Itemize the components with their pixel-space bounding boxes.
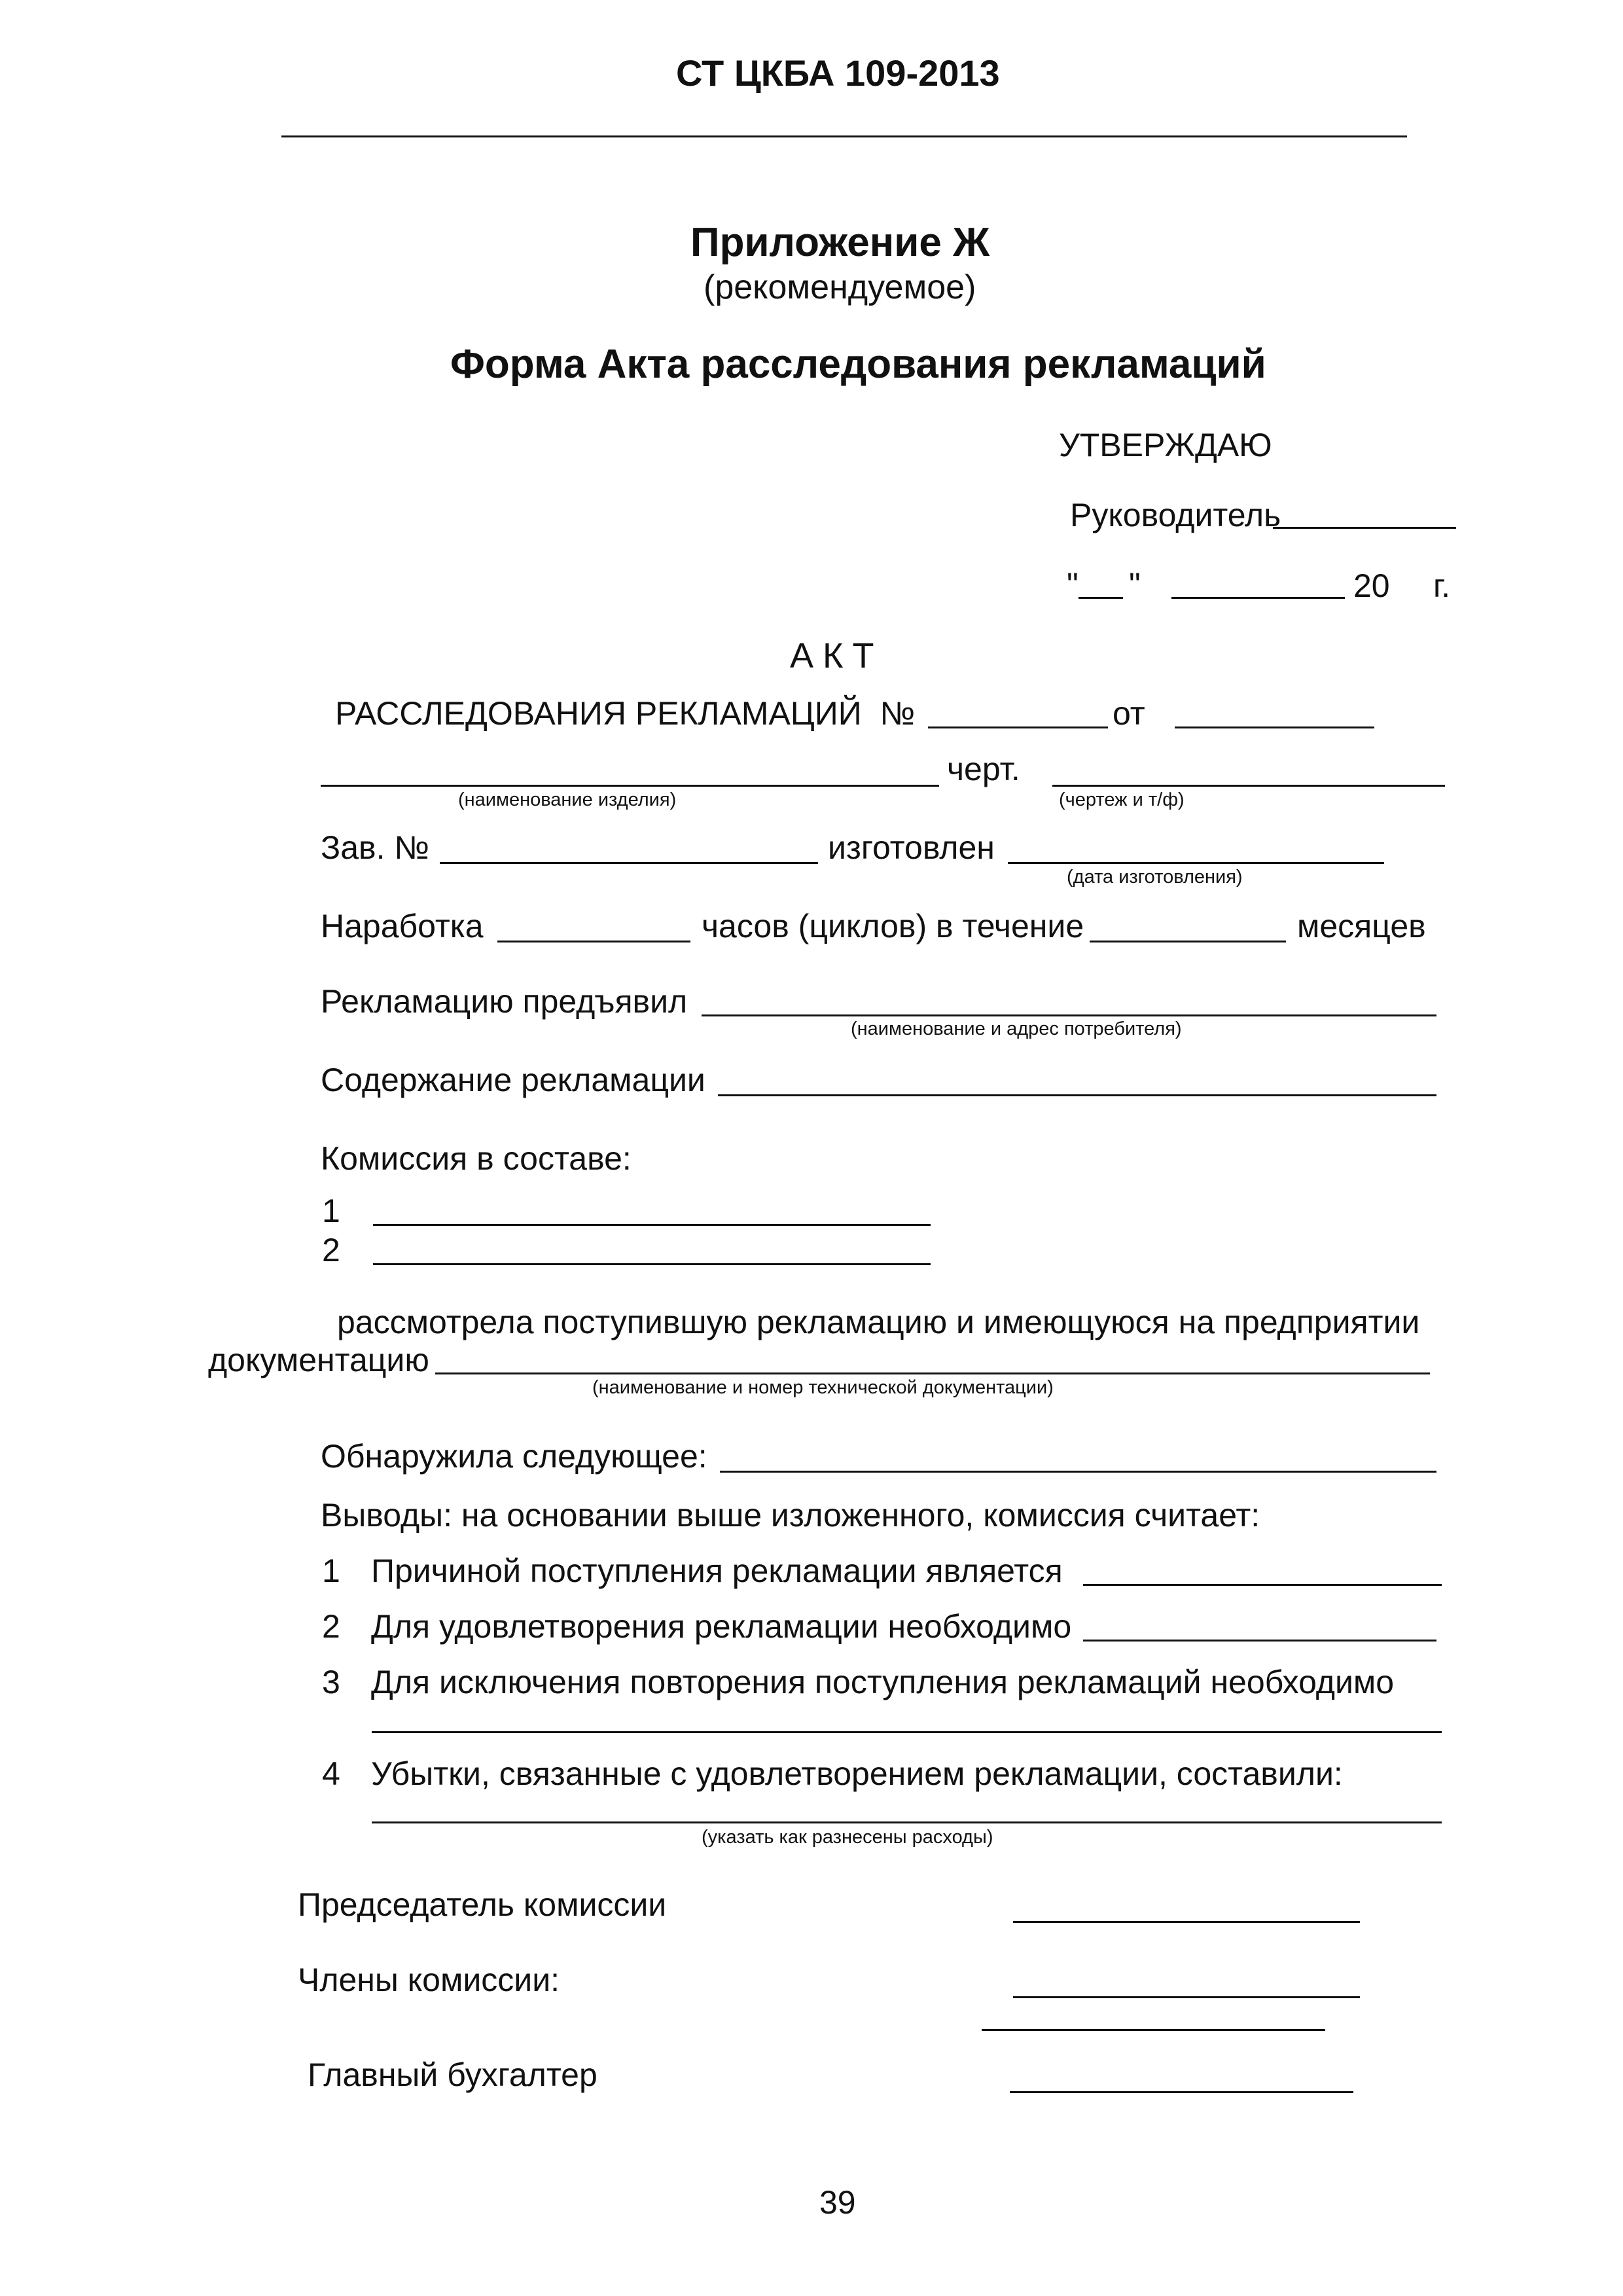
act-date-line[interactable] (1175, 726, 1374, 728)
hours-mid-label: часов (циклов) в течение (702, 908, 1084, 944)
found-line[interactable] (720, 1471, 1436, 1473)
months-line[interactable] (1090, 941, 1286, 942)
commission-label: Комиссия в составе: (321, 1140, 632, 1177)
act-from-label: от (1113, 695, 1145, 732)
chairman-signature-line[interactable] (1013, 1921, 1360, 1923)
member-2-line[interactable] (373, 1263, 931, 1265)
doc-caption: (наименование и номер технической документации) (592, 1377, 1054, 1398)
act-number-line[interactable] (928, 726, 1108, 728)
date-quote-close: " (1129, 566, 1141, 603)
item-4-num: 4 (322, 1755, 340, 1792)
item-3-text: Для исключения повторения поступления рекламаций необходимо (371, 1664, 1395, 1700)
form-title: Форма Акта расследования рекламаций (450, 342, 1266, 387)
accountant-label: Главный бухгалтер (308, 2056, 597, 2093)
item-2-text: Для удовлетворения рекламации необходимо (371, 1608, 1072, 1645)
claimant-label: Рекламацию предъявил (321, 983, 688, 1020)
considered-text: рассмотрела поступившую рекламацию и имеющуюся на предприятии (337, 1304, 1420, 1340)
member-signature-line-1[interactable] (1013, 1996, 1360, 1998)
member-signature-line-2[interactable] (982, 2029, 1325, 2031)
item-3-num: 3 (322, 1664, 340, 1700)
page-number: 39 (819, 2184, 856, 2221)
item-2-line[interactable] (1083, 1640, 1436, 1641)
date-quote-open: " (1067, 566, 1079, 603)
content-line[interactable] (718, 1094, 1436, 1096)
item-4-line[interactable] (372, 1821, 1442, 1823)
member-1-line[interactable] (373, 1224, 931, 1226)
product-caption: (наименование изделия) (458, 789, 677, 810)
serial-label: Зав. № (321, 829, 429, 866)
made-line[interactable] (1008, 862, 1384, 864)
date-month-line[interactable] (1171, 597, 1345, 599)
conclusions-text: Выводы: на основании выше изложенного, комиссия считает: (321, 1497, 1260, 1534)
drawing-caption: (чертеж и т/ф) (1059, 789, 1185, 810)
document-code: СТ ЦКБА 109-2013 (676, 52, 1000, 94)
date-day-line[interactable] (1079, 597, 1123, 599)
hours-line[interactable] (497, 941, 690, 942)
date-year-suffix: г. (1433, 567, 1451, 604)
accountant-signature-line[interactable] (1010, 2091, 1353, 2093)
item-1-text: Причиной поступления рекламации является (371, 1552, 1063, 1589)
losses-caption: (указать как разнесены расходы) (702, 1827, 993, 1848)
member-2-num: 2 (322, 1232, 340, 1268)
item-4-text: Убытки, связанные с удовлетворением рекламации, составили: (371, 1755, 1343, 1792)
hours-label: Наработка (321, 908, 484, 944)
found-label: Обнаружила следующее: (321, 1438, 707, 1475)
appendix-title: Приложение Ж (690, 220, 990, 265)
item-2-num: 2 (322, 1608, 340, 1645)
drawing-line[interactable] (1052, 785, 1445, 787)
head-label: Руководитель (1070, 497, 1281, 533)
product-line[interactable] (321, 785, 939, 787)
head-signature-line[interactable] (1273, 527, 1456, 529)
chairman-label: Председатель комиссии (298, 1886, 667, 1923)
made-label: изготовлен (828, 829, 995, 866)
doc-label: документацию (208, 1342, 429, 1378)
serial-line[interactable] (440, 862, 818, 864)
months-label: месяцев (1297, 908, 1426, 944)
item-3-line[interactable] (372, 1731, 1442, 1733)
content-label: Содержание рекламации (321, 1062, 705, 1098)
made-caption: (дата изготовления) (1067, 867, 1243, 888)
item-1-line[interactable] (1083, 1584, 1442, 1586)
claimant-line[interactable] (702, 1014, 1436, 1016)
act-title: АКТ (790, 636, 883, 675)
approve-label: УТВЕРЖДАЮ (1059, 427, 1272, 463)
item-1-num: 1 (322, 1552, 340, 1589)
members-label: Члены комиссии: (298, 1962, 560, 1998)
doc-line[interactable] (435, 1372, 1430, 1374)
drawing-label: черт. (947, 751, 1020, 787)
date-year-prefix: 20 (1353, 567, 1390, 604)
appendix-subtitle: (рекомендуемое) (704, 268, 976, 306)
header-rule (281, 135, 1407, 137)
member-1-num: 1 (322, 1193, 340, 1229)
claimant-caption: (наименование и адрес потребителя) (851, 1018, 1182, 1039)
act-subtitle: РАССЛЕДОВАНИЯ РЕКЛАМАЦИЙ № (335, 695, 916, 732)
